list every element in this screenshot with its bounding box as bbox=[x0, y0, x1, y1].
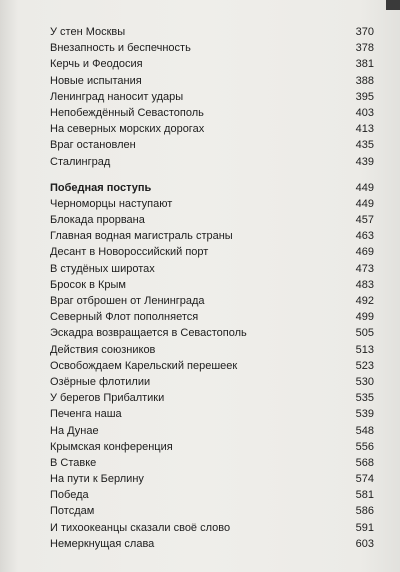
toc-entry-page: 492 bbox=[355, 295, 374, 307]
toc-entry-page: 469 bbox=[355, 246, 374, 259]
toc-entry-page: 435 bbox=[355, 139, 374, 152]
toc-entry-title: Бросок в Крым bbox=[50, 278, 126, 291]
toc-entry-title: У берегов Прибалтики bbox=[50, 392, 165, 405]
toc-entry-page: 548 bbox=[355, 424, 374, 437]
toc-entry bbox=[50, 137, 374, 153]
toc-entry-page: 381 bbox=[355, 58, 374, 71]
toc-entry-page: 413 bbox=[355, 123, 374, 136]
toc-entry-page: 483 bbox=[355, 278, 374, 291]
toc-entry-page: 370 bbox=[355, 26, 374, 38]
toc-entry bbox=[50, 487, 374, 503]
toc-entry-title: На Дунае bbox=[50, 424, 99, 437]
toc-entry-title: Потсдам bbox=[50, 505, 95, 518]
toc-entry-page: 591 bbox=[355, 521, 374, 534]
toc-entry bbox=[50, 24, 374, 40]
toc-group-2 bbox=[50, 196, 374, 552]
toc-entry-title: Керчь и Феодосия bbox=[50, 58, 143, 71]
toc-section-heading bbox=[50, 180, 374, 196]
toc-entry-title: Эскадра возвращается в Севастополь bbox=[50, 327, 247, 340]
toc-entry-page: 505 bbox=[355, 327, 374, 340]
toc-entry-page: 449 bbox=[355, 197, 374, 210]
toc-entry bbox=[50, 89, 374, 105]
background-edge bbox=[386, 0, 400, 10]
toc-entry bbox=[50, 374, 374, 390]
toc-entry-page: 568 bbox=[355, 456, 374, 469]
toc-entry-page: 539 bbox=[355, 408, 374, 421]
toc-entry-page: 530 bbox=[355, 375, 374, 388]
toc-entry-page: 463 bbox=[355, 230, 374, 243]
toc-entry bbox=[50, 244, 374, 260]
toc-entry-page: 473 bbox=[355, 262, 374, 275]
toc-entry-title: Враг отброшен от Ленинграда bbox=[50, 295, 205, 307]
toc-entry bbox=[50, 342, 374, 358]
toc-entry-page: 403 bbox=[355, 106, 374, 119]
toc-entry bbox=[50, 439, 374, 455]
toc-entry bbox=[50, 261, 374, 277]
toc-entry bbox=[50, 293, 374, 309]
toc-entry bbox=[50, 325, 374, 341]
toc-entry bbox=[50, 277, 374, 293]
section-spacer bbox=[50, 170, 374, 180]
toc-entry bbox=[50, 471, 374, 487]
toc-entry-title: У стен Москвы bbox=[50, 26, 126, 38]
toc-entry-page: 535 bbox=[355, 392, 374, 405]
toc-entry-title: Сталинград bbox=[50, 155, 111, 168]
toc-entry bbox=[50, 121, 374, 137]
toc-entry-title: Победа bbox=[50, 489, 89, 502]
toc-entry-page: 457 bbox=[355, 214, 374, 227]
toc-entry bbox=[50, 73, 374, 89]
toc-entry bbox=[50, 154, 374, 170]
toc-entry-page: 388 bbox=[355, 74, 374, 87]
toc-entry bbox=[50, 423, 374, 439]
toc-entry bbox=[50, 358, 374, 374]
toc-entry-title: Немеркнущая слава bbox=[50, 537, 155, 550]
toc-entry-title: Блокада прорвана bbox=[50, 214, 145, 227]
toc-entry-title: Озёрные флотилии bbox=[50, 375, 151, 388]
toc-entry-title: На пути к Берлину bbox=[50, 473, 144, 486]
toc-entry-title: Освобождаем Карельский перешеек bbox=[50, 359, 238, 372]
toc-entry-page: 395 bbox=[355, 90, 374, 103]
toc-entry-page: 586 bbox=[355, 505, 374, 518]
toc-entry-page: 513 bbox=[355, 343, 374, 356]
toc-entry-title: Новые испытания bbox=[50, 74, 142, 87]
toc-entry-page: 439 bbox=[355, 155, 374, 168]
toc-entry-title: Внезапность и беспечность bbox=[50, 42, 191, 55]
toc-entry bbox=[50, 105, 374, 121]
toc-entry bbox=[50, 455, 374, 471]
toc-entry-title: Печенга наша bbox=[50, 408, 122, 421]
toc-entry-title: Крымская конференция bbox=[50, 440, 173, 453]
toc-entry bbox=[50, 228, 374, 244]
toc-entry-title: В студёных широтах bbox=[50, 262, 155, 275]
toc-section-title: Победная поступь bbox=[50, 181, 152, 194]
toc-entry-page: 523 bbox=[355, 359, 374, 372]
toc-group-1 bbox=[50, 24, 374, 170]
toc-entry-page: 603 bbox=[355, 537, 374, 550]
toc-entry-page: 378 bbox=[355, 42, 374, 55]
toc-entry bbox=[50, 503, 374, 519]
toc-entry-title: Черноморцы наступают bbox=[50, 197, 173, 210]
toc-entry bbox=[50, 309, 374, 325]
toc-entry bbox=[50, 212, 374, 228]
toc-entry-page: 556 bbox=[355, 440, 374, 453]
toc-entry-title: Северный Флот пополняется bbox=[50, 311, 199, 324]
toc-entry bbox=[50, 56, 374, 72]
toc-entry-title: Десант в Новороссийский порт bbox=[50, 246, 209, 259]
toc-entry bbox=[50, 406, 374, 422]
toc-entry-title: И тихоокеанцы сказали своё слово bbox=[50, 521, 231, 534]
toc-entry-title: Ленинград наносит удары bbox=[50, 90, 184, 103]
toc-entry bbox=[50, 520, 374, 536]
toc-entry-page: 499 bbox=[355, 311, 374, 324]
toc-entry bbox=[50, 196, 374, 212]
toc-entry bbox=[50, 40, 374, 56]
toc-entry-title: Непобеждённый Севастополь bbox=[50, 106, 204, 119]
toc-section-page: 449 bbox=[355, 181, 374, 194]
toc-entry bbox=[50, 536, 374, 552]
toc-entry-title: Главная водная магистраль страны bbox=[50, 230, 233, 243]
toc-entry-page: 581 bbox=[355, 489, 374, 502]
toc-entry-title: Враг остановлен bbox=[50, 139, 136, 152]
table-of-contents bbox=[50, 24, 374, 552]
toc-entry-title: В Ставке bbox=[50, 456, 97, 469]
toc-entry bbox=[50, 390, 374, 406]
toc-entry-title: Действия союзников bbox=[50, 343, 156, 356]
toc-entry-title: На северных морских дорогах bbox=[50, 123, 205, 136]
toc-entry-page: 574 bbox=[355, 473, 374, 486]
